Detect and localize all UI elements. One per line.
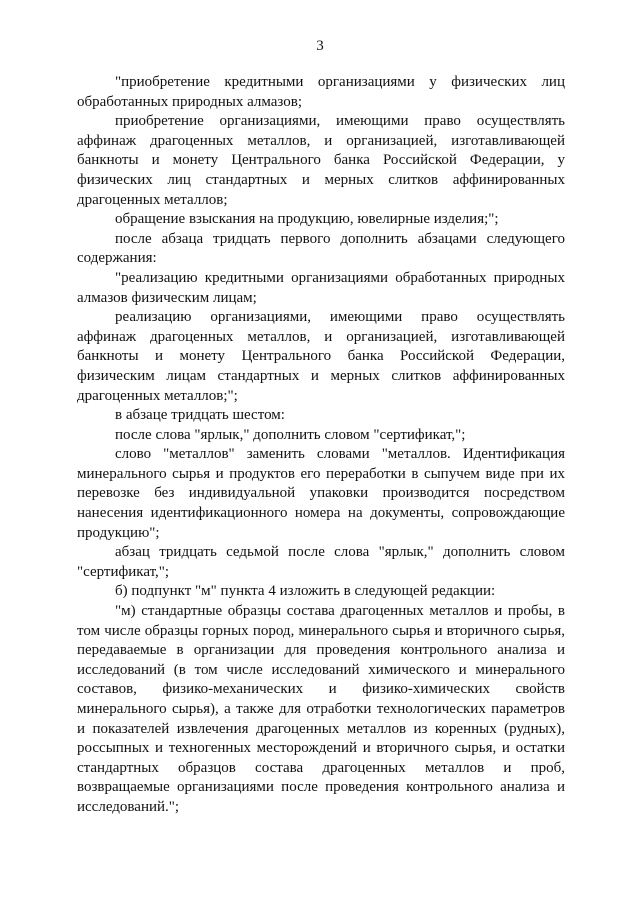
paragraph: "м) стандартные образцы состава драгоценных металлов и пробы, в том числе образцы горных пород, минерального сырья и вторичного сырья, передаваемые в организации для проведения контрольного анализа и исследований (в том числе исследований химического и минерального составов, физико-механических и физико-химических свойств минерального сырья), а также для отработки технологических параметров и показателей извлечения драгоценных металлов из коренных (рудных), россыпных и техногенных месторождений и вторичного сырья, и остатки стандартных образцов состава драгоценных металлов и проб, возвращаемые организациями после проведения контрольного анализа и исследований."; [77, 603, 565, 815]
paragraph: в абзаце тридцать шестом: [115, 407, 285, 424]
paragraph: слово "металлов" заменить словами "металлов. Идентификация минерального сырья и продуктов его переработки в сыпучем виде при их перевозке без индивидуальной упаковки производится посредством нанесения идентификационного номера на документы, сопровождающие продукцию"; [77, 446, 565, 541]
paragraph: после абзаца тридцать первого дополнить абзацами следующего содержания: [77, 230, 565, 267]
paragraph: после слова "ярлык," дополнить словом "сертификат,"; [115, 426, 466, 443]
paragraph: "приобретение кредитными организациями у физических лиц обработанных природных алмазов; [77, 74, 565, 110]
paragraph: приобретение организациями, имеющими право осуществлять аффинаж драгоценных металлов, и организацией, изготавливающей банкноты и монету Центрального банка Российской Федерации, у физических лиц стандартных и мерных слитков аффинированных драгоценных металлов; [77, 113, 565, 208]
paragraph: "реализацию кредитными организациями обработанных природных алмазов физическим лицам; [77, 269, 565, 306]
paragraph: обращение взыскания на продукцию, ювелирные изделия;"; [115, 211, 499, 228]
paragraph: б) подпункт "м" пункта 4 изложить в следующей редакции: [115, 583, 496, 600]
paragraph: абзац тридцать седьмой после слова "ярлык," дополнить словом "сертификат,"; [77, 544, 565, 580]
page-number: 3 [316, 38, 324, 54]
paragraph: реализацию организациями, имеющими право осуществлять аффинаж драгоценных металлов, и организацией, изготавливающей банкноты и монету Центрального банка Российской Федерации, физическим лицам стандартных и мерных слитков аффинированных драгоценных металлов;"; [77, 309, 565, 404]
document-body [77, 73, 565, 818]
